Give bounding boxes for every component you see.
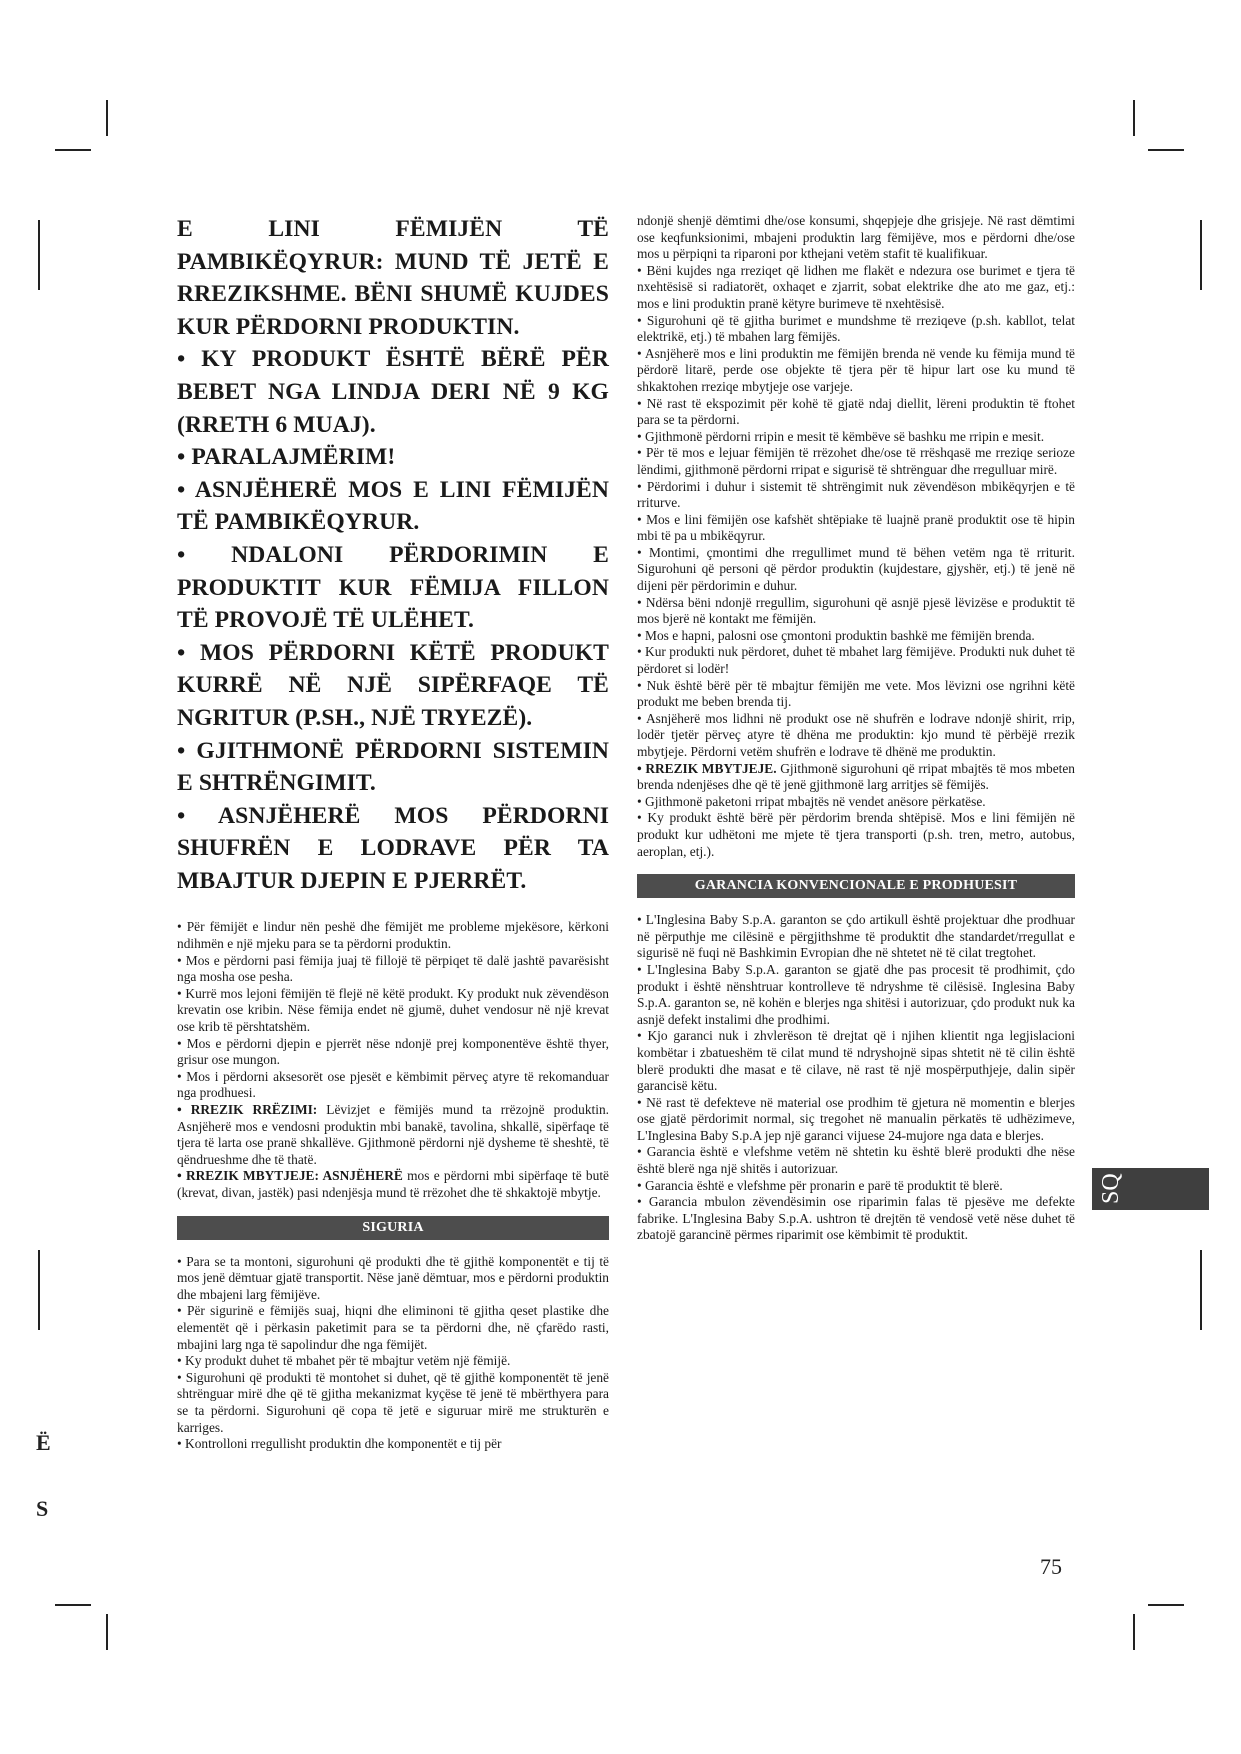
paragraph: • Mos e hapni, palosni ose çmontoni produktin bashkë me fëmijën brenda.	[637, 627, 1035, 643]
big-warning-block	[177, 213, 609, 897]
paragraph: • Para se ta montoni, sigurohuni që produkti dhe të gjithë komponentët e tij të mos jenë dëmtuar gjatë transportit. Nëse janë dëmtuar, mos e përdorni produktin dhe mbajeni larg fëmijëve.	[177, 1253, 609, 1302]
safety-paragraphs	[177, 1254, 609, 1453]
warning-paragraphs	[177, 919, 609, 1201]
paragraph: • Sigurohuni që produkti të montohet si duhet, që të gjithë komponentët të jenë shtrënguar mirë dhe që të gjitha mekanizmat kyçëse të jenë të mbërthyera para se ta përdorni. Sigurohuni që copa të jetë e siguruar mirë me strukturën e karriges.	[177, 1369, 609, 1435]
registration-line	[38, 220, 40, 290]
paragraph: • Gjithmonë përdorni rripin e mesit të këmbëve së bashku me rripin e mesit.	[637, 428, 1045, 444]
margin-glyph: S	[36, 1496, 49, 1521]
crop-mark	[1148, 149, 1184, 151]
paragraph: • Montimi, çmontimi dhe rregullimet mund të bëhen vetëm nga të rriturit. Sigurohuni që personi që përdor produktin (kujdestare, gjyshër, etj.) të jenë në dijeni për përdorimin e duhur.	[637, 544, 1075, 594]
paragraph: • Kurrë mos lejoni fëmijën të flejë në këtë produkt. Ky produkt nuk zëvendëson krevatin ose kribin. Nëse fëmija endet në gjumë, duhet vendosur në një krevat ose krib të përshtatshëm.	[177, 985, 609, 1035]
paragraph: • RREZIK MBYTJEJE: ASNJËHERË mos e përdorni mbi sipërfaqe të butë (krevat, divan, jastëk) pasi ndenjësja mund të rrëzohet dhe të shkaktojë mbytje.	[177, 1168, 609, 1200]
paragraph: • Gjithmonë paketoni rripat mbajtës në vendet anësore përkatëse.	[637, 793, 986, 809]
paragraph: • Garancia është e vlefshme vetëm në shtetin ku është blerë produkti dhe nëse është blerë nga një shitës i autorizuar.	[637, 1144, 1075, 1177]
margin-glyph: Ë	[36, 1430, 51, 1455]
crop-mark	[106, 100, 108, 136]
paragraph: • Në rast të ekspozimit për kohë të gjatë ndaj diellit, lëreni produktin të ftohet para se ta përdorni.	[637, 395, 1075, 428]
paragraph: • Asnjëherë mos lidhni në produkt ose në shufrën e lodrave ndonjë shirit, rrip, lodër tjetër përveç atyre të dhëna me produktin: kjo mund të përbëjë rrezik mbytjeje. Përdorni vetëm shufrën e lodrave të dhënë me produktin.	[637, 710, 1075, 759]
paragraph: • Garancia mbulon zëvendësimin ose riparimin falas të pjesëve me defekte fabrike. L'Inglesina Baby S.p.A. ushtron të drejtën të vendosë vetë nëse duhet të zbatojë garancinë përmes riparimit ose këmbimit të produktit.	[637, 1194, 1075, 1243]
paragraph: • Ky produkt është bërë për përdorim brenda shtëpisë. Mos e lini fëmijën në produkt kur udhëtoni me mjete të tjera transporti (p.sh. tren, metro, autobus, aeroplan, etj.).	[637, 810, 1075, 859]
warranty-paragraphs	[637, 912, 1075, 1244]
language-tab	[1092, 1168, 1209, 1210]
warning-item: • NDALONI PËRDORIMIN E PRODUKTIT KUR FËMIJA FILLON TË PROVOJË TË ULËHET.	[177, 541, 609, 634]
language-tab-label: SQ	[1098, 1173, 1124, 1204]
crop-mark	[106, 1614, 108, 1650]
warning-item: • ASNJËHERË MOS E LINI FËMIJËN TË PAMBIKËQYRUR.	[177, 476, 609, 536]
crop-mark	[55, 1604, 91, 1606]
paragraph: • Ky produkt duhet të mbahet për të mbajtur vetëm një fëmijë.	[177, 1353, 511, 1369]
paragraph: • RREZIK MBYTJEJE. Gjithmonë sigurohuni që rripat mbajtës të mos mbeten brenda ndenjëses dhe që të jenë gjithmonë larg arritjes së fëmijës.	[637, 760, 1075, 793]
paragraph: • Kjo garanci nuk i zhvlerëson të drejtat që i njihen klientit nga legjislacioni kombëtar i zbatueshëm të cilat mund të ndryshojnë sipas shtetit në të cilin është blerë produkti dhe masat e të cilave, në rast të një mospërputhjeje, dalin sipër garancisë këtu.	[637, 1028, 1075, 1094]
crop-mark	[1133, 1614, 1135, 1650]
paragraph: • L'Inglesina Baby S.p.A. garanton se gjatë dhe pas procesit të prodhimit, çdo produkt i është nënshtruar kontrolleve të ndryshme të cilësisë. Inglesina Baby S.p.A. garanton se, në kohën e blerjes nga shitësi i autorizuar, çdo produkt nuk ka asnjë defekt instalimi dhe prodhimi.	[637, 961, 1075, 1027]
crop-mark	[55, 149, 91, 151]
warning-item: • PARALAJMËRIM!	[177, 444, 396, 471]
paragraph: • Sigurohuni që të gjitha burimet e mundshme të rreziqeve (p.sh. kabllot, telat elektrikë, etj.) të mbahen larg fëmijës.	[637, 312, 1075, 345]
paragraph: ndonjë shenjë dëmtimi dhe/ose konsumi, shqepjeje dhe grisjeje. Në rast dëmtimi ose keqfunksionimi, mbajeni produktin larg fëmijëve, mos e përdorni dhe/ose mos u përpiqni ta riparoni por kthejani vetëm stafit të kualifikuar.	[637, 213, 1075, 262]
warning-item: • GJITHMONË PËRDORNI SISTEMIN E SHTRËNGIMIT.	[177, 737, 609, 797]
registration-line	[1200, 1250, 1202, 1330]
paragraph: • Për të mos e lejuar fëmijën të rrëzohet dhe/ose të rrëshqasë me rreziqe serioze lëndimi, gjithmonë përdorni rripat e sigurisë të shtrënguar dhe rregulluar mirë.	[637, 445, 1075, 477]
paragraph: • Mos e përdorni pasi fëmija juaj të fillojë të përpiqet të dalë jashtë pavarësisht nga mosha ose pesha.	[177, 952, 609, 985]
section-title-warranty: GARANCIA KONVENCIONALE E PRODHUESIT	[637, 874, 1075, 898]
paragraph: • Bëni kujdes nga rreziqet që lidhen me flakët e ndezura ose burimet e tjera të nxehtësisë si radiatorët, oxhaqet e zjarrit, sobat elektrike dhe ato me gaz, etj.: mos e lini produktin pranë këtyre burimeve të nxehtësisë.	[637, 262, 1075, 311]
warning-heading: E LINI FËMIJËN TË PAMBIKËQYRUR: MUND TË JETË E RREZIKSHME. BËNI SHUMË KUJDES KUR PËRDORNI PRODUKTIN.	[177, 216, 609, 340]
paragraph: • Në rast të defekteve në material ose prodhim të gjetura në momentin e blerjes ose gjatë përdorimit normal, siç tregohet në manualin përkatës të udhëzimeve, L'Inglesina Baby S.p.A jep një garanci vijuese 24-mujore nga data e blerjes.	[637, 1094, 1075, 1143]
crop-mark	[1133, 100, 1135, 136]
paragraph: • Përdorimi i duhur i sistemit të shtrëngimit nuk zëvendëson mbikëqyrjen e të rriturve.	[637, 478, 1075, 511]
paragraph: • Për fëmijët e lindur nën peshë dhe fëmijët me probleme mjekësore, kërkoni ndihmën e një mjeku para se ta përdorni produktin.	[177, 919, 609, 952]
paragraph: • Asnjëherë mos e lini produktin me fëmijën brenda në vende ku fëmija mund të përdorë litarë, perde ose objekte të tjera për të hipur lart ose ku mund të shkaktohen rreziqe mbytjeje ose varjeje.	[637, 345, 1075, 394]
page-number: 75	[1040, 1554, 1062, 1579]
registration-line	[38, 1250, 40, 1330]
registration-line	[1200, 220, 1202, 290]
paragraph: • Nuk është bërë për të mbajtur fëmijën me vete. Mos lëvizni ose ngrihni këtë produkt me beben brenda tij.	[637, 677, 1075, 710]
paragraph: • L'Inglesina Baby S.p.A. garanton se çdo artikull është projektuar dhe prodhuar në përputhje me cilësinë e përgjithshme të produktit dhe standardet/rregullat e sigurisë në fuqi në Bashkimin Evropian dhe në shtetet në të cilat tregtohet.	[637, 912, 1075, 961]
section-title-safety: SIGURIA	[177, 1216, 609, 1240]
paragraph: • Mos e përdorni djepin e pjerrët nëse ndonjë prej komponentëve është thyer, grisur ose mungon.	[177, 1035, 609, 1068]
paragraph: • Ndërsa bëni ndonjë rregullim, sigurohuni që asnjë pjesë lëvizëse e produktit të mos bjerë në kontakt me fëmijën.	[637, 594, 1075, 627]
crop-mark	[1148, 1604, 1184, 1606]
paragraph: • Mos e lini fëmijën ose kafshët shtëpiake të luajnë pranë produktit ose të hipin mbi të pa u mbikëqyrur.	[637, 511, 1075, 544]
paragraph: • Mos i përdorni aksesorët ose pjesët e këmbimit përveç atyre të rekomanduar nga prodhuesi.	[177, 1068, 609, 1101]
right-column	[637, 213, 1075, 1244]
paragraph: • Kur produkti nuk përdoret, duhet të mbahet larg fëmijëve. Produkti nuk duhet të përdoret si lodër!	[637, 644, 1075, 677]
paragraph: • RREZIK RRËZIMI: Lëvizjet e fëmijës mund ta rrëzojnë produktin. Asnjëherë mos e vendosni produktin mbi banakë, tavolina, shkallë, sipërfaqe të tjera të larta ose pranë shkallëve. Gjithmonë përdorni një dysheme të sheshtë, të qëndrueshme dhe të thatë.	[177, 1102, 609, 1167]
warning-item: • ASNJËHERË MOS PËRDORNI SHUFRËN E LODRAVE PËR TA MBAJTUR DJEPIN E PJERRËT.	[177, 802, 609, 894]
paragraph: • Për sigurinë e fëmijës suaj, hiqni dhe eliminoni të gjitha qeset plastike dhe elementët që i përkasin paketimit para se ta përdorni dhe, në çfarëdo rasti, mbajini larg nga të sapolindur dhe nga fëmijët.	[177, 1303, 609, 1352]
safety-continued	[637, 213, 1075, 860]
left-column	[177, 213, 609, 1453]
warning-item: • MOS PËRDORNI KËTË PRODUKT KURRË NË NJË SIPËRFAQE TË NGRITUR (P.SH., NJË TRYEZË).	[177, 639, 609, 731]
warning-item: • KY PRODUKT ËSHTË BËRË PËR BEBET NGA LINDJA DERI NË 9 KG (RRETH 6 MUAJ).	[177, 346, 609, 438]
paragraph: • Garancia është e vlefshme për pronarin e parë të produktit të blerë.	[637, 1177, 1003, 1193]
paragraph: • Kontrolloni rregullisht produktin dhe komponentët e tij për	[177, 1436, 502, 1452]
